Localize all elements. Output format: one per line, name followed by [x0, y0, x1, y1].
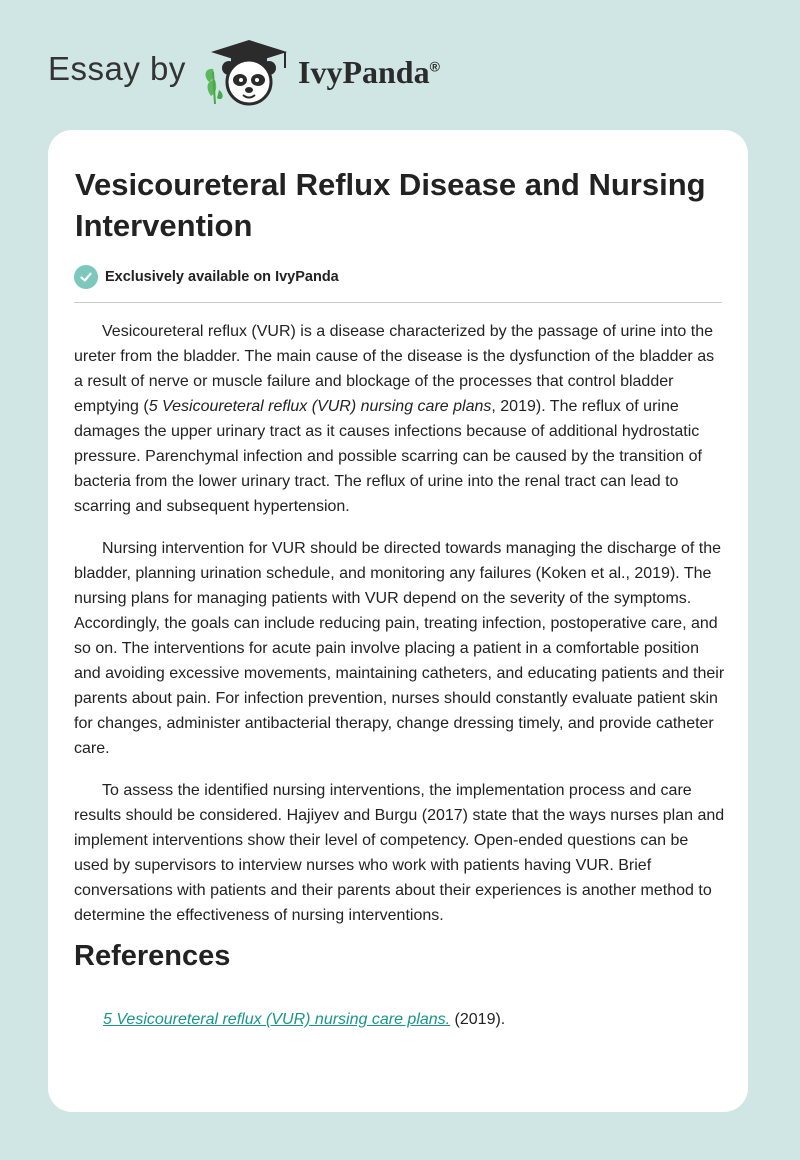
essay-card — [48, 130, 748, 1112]
paragraph-3: To assess the identified nursing interventions, the implementation process and care results should be considered. Hajiyev and Burgu (2017) state that the ways nurses plan and implement interventions show their level of competency. Open-ended questions can be used by supervisors to interview nurses who work with patients having VUR. Brief conversations with patients and their parents about their experiences is another method to determine the effectiveness of nursing interventions. — [74, 782, 725, 924]
reference-year: (2019). — [450, 1011, 506, 1028]
exclusive-label: Exclusively available on IvyPanda — [105, 269, 339, 285]
essay-by-label: Essay by — [48, 50, 186, 87]
reference-item — [103, 1007, 505, 1032]
paragraph-1: Vesicoureteral reflux (VUR) is a disease characterized by the passage of urine into the ureter from the bladder. The main cause of the disease is the dysfunction of the bladder as a result of nerve or muscle failure and blockage of the processes that control bladder emptying (5 Vesicoureteral reflux (VUR) nursing care plans, 2019). The reflux of urine damages the upper urinary tract as it causes infections because of additional hydrostatic pressure. Parenchymal infection and possible scarring can be caused by the transition of bacteria from the lower urinary tract. The reflux of urine into the renal tract can lead to scarring and subsequent hypertension. — [74, 323, 715, 515]
site-header — [48, 36, 568, 106]
exclusive-badge — [74, 264, 339, 290]
references-heading: References — [74, 940, 231, 972]
essay-body — [74, 319, 726, 945]
brand-name[interactable]: IvyPanda® — [298, 54, 440, 90]
paragraph-2: Nursing intervention for VUR should be directed towards managing the discharge of the bladder, planning urination schedule, and monitoring any failures (Koken et al., 2019). The nursing plans for managing patients with VUR depend on the severity of the symptoms. Accordingly, the goals can include reducing pain, treating infection, postoperative care, and so on. The interventions for acute pain involve placing a patient in a comfortable position and avoiding excessive movements, maintaining catheters, and educating patients and their parents about pain. For infection prevention, nurses should constantly evaluate patient skin for changes, administer antibacterial therapy, change dressing timely, and provide catheter care. — [74, 540, 725, 757]
page-title: Vesicoureteral Reflux Disease and Nursing Intervention — [75, 167, 706, 243]
reference-link[interactable]: 5 Vesicoureteral reflux (VUR) nursing care plans. — [103, 1011, 451, 1028]
check-icon — [74, 265, 98, 289]
citation-italic: 5 Vesicoureteral reflux (VUR) nursing care plans — [148, 398, 492, 415]
divider — [74, 302, 722, 303]
panda-graduate-icon[interactable] — [201, 36, 293, 108]
